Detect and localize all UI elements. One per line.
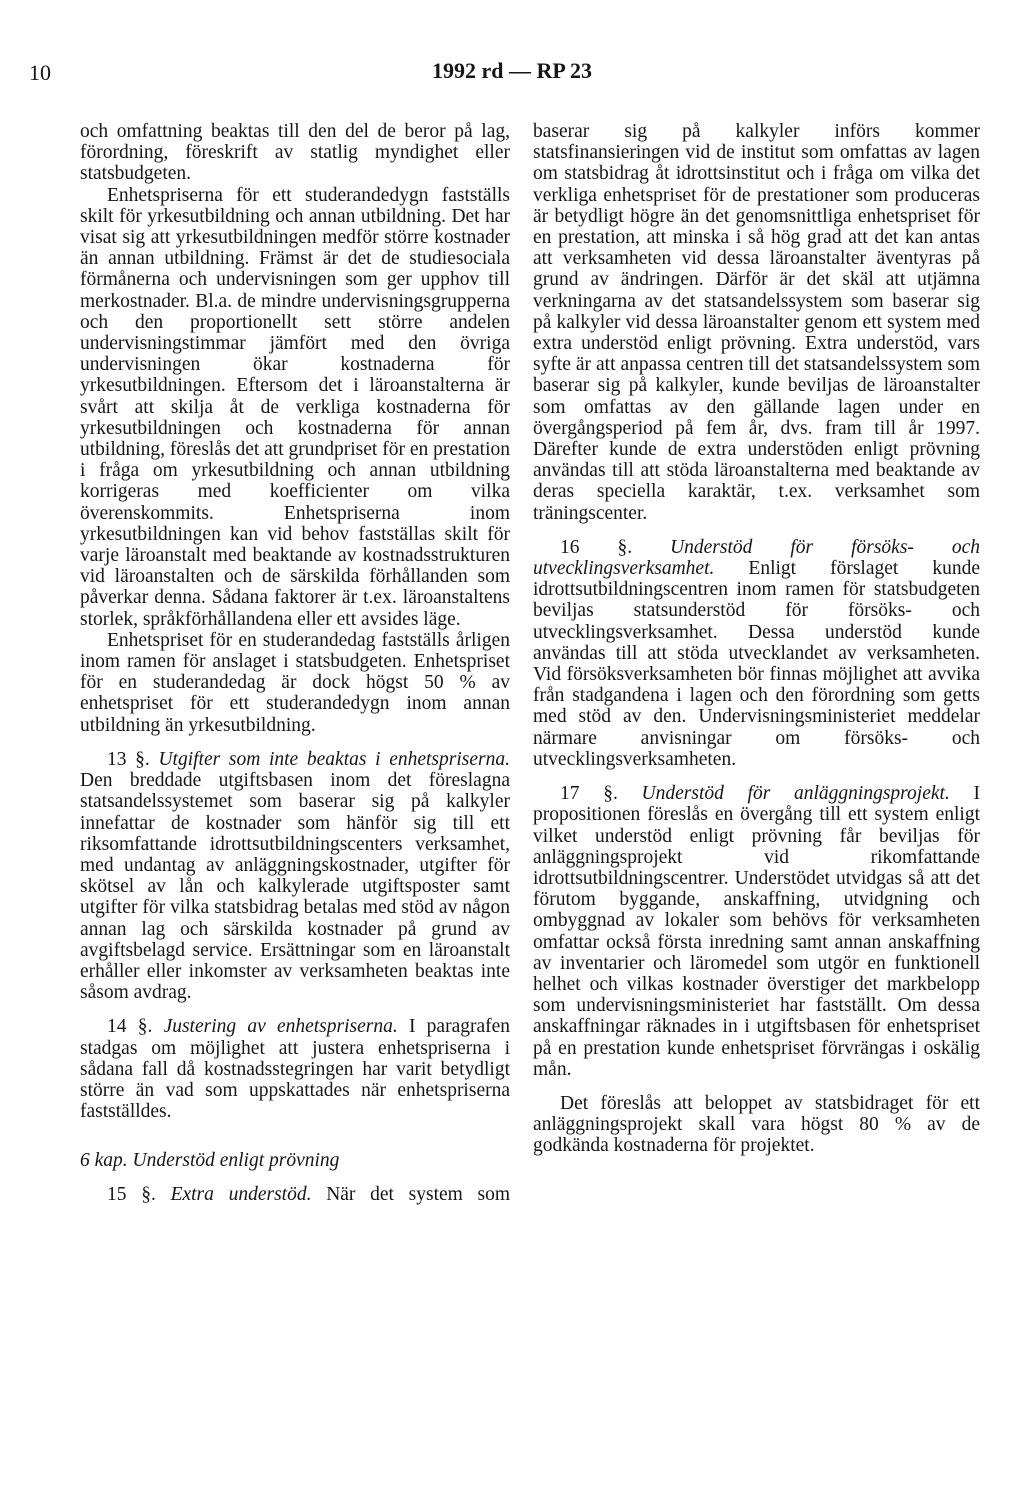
section-number: 15 §.: [107, 1183, 156, 1205]
page-number: 10: [29, 60, 51, 85]
paragraph: och omfattning beaktas till den del de beror på lag, förordning, föreskrift av statlig myndighet eller statsbudgeten.: [80, 121, 510, 185]
section-17: [533, 783, 980, 1080]
section-text: Den breddade utgiftsbasen inom det föreslagna statsandelssystemet som baserar sig på kalkyler innefattar de kostnader som hänför sig till ett riksomfattande idrottsutbildningscenters verksamhet, med undantag av anläggningskostnader, utgifter för skötsel av lån och kalkylerade utgiftsposter samt utgifter för vilka statsbidrag betalas med stöd av någon annan lag och särskilda kostnader på grund av avgiftsbelagd service. Ersättningar som en läroanstalt erhåller eller inkomster av verksamheten beaktas inte såsom avdrag.: [80, 770, 510, 1004]
section-13: [80, 749, 510, 1003]
section-text: Enligt förslaget kunde idrottsutbildningscentren inom ramen för statsbudgeten beviljas statsunderstöd för försöks- och utvecklingsverksamhet. Dessa understöd kunde användas till att stöda utvecklandet av verksamheten. Vid försöksverksamheten bör finnas möjlighet att avvika från stadgandena i lagen och den förordning som getts med stöd av den. Undervisningsministeriet meddelar närmare anvisningar om försöks- och utvecklingsverksamheten.: [533, 558, 981, 770]
section-number: 16 §.: [560, 536, 633, 558]
paragraph: Enhetspriserna för ett studerandedygn fastställs skilt för yrkesutbildning och annan utbildning. Det har visat sig att yrkesutbildningen medför större kostnader än annan utbildning. Främst är det de studiesociala förmånerna och undervisningen som ger upphov till merkostnader. Bl.a. de mindre undervisningsgrupperna och den proportionellt sett större andelen undervisningstimmar jämfört med den övriga undervisningen ökar kostnaderna för yrkesutbildningen. Eftersom det i läroanstalterna är svårt att skilja åt de verkliga kostnaderna för yrkesutbildningen och kostnaderna för annan utbildning, föreslås det att grundpriset för en prestation i fråga om yrkesutbildning och annan utbildning korrigeras med koefficienter om vilka överenskommits. Enhetspriserna inom yrkesutbildningen kan vid behov fastställas skilt för varje läroanstalt med beaktande av kostnadsstrukturen vid läroanstalten och de särskilda förhållanden som påverkar denna. Sådana faktorer är t.ex. läroanstaltens storlek, språkförhållandena eller ett avsides läge.: [80, 184, 510, 630]
paragraph: baserar sig på kalkyler införs kommer statsfinansieringen vid de institut som omfattas av lagen om statsbidrag åt idrottsinstitut och i fråga om vilka det verkliga enhetspriset för de prestationer som produceras är betydligt högre än det genomsnittliga enhetspriset för en prestation, att minska i så hög grad att det kan antas att verksamheten vid dessa läroanstalter äventyras på grund av ändringen. Därför är det skäl att utjämna verkningarna av det statsandelssystem som baserar sig på kalkyler vid dessa läroanstalter genom ett system med extra understöd enligt prövning. Extra understöd, vars syfte är att anpassa centren till det statsandelssystem som baserar sig på kalkyler, kunde beviljas de läroanstalter som omfattas av den gällande lagen under en övergångsperiod på fem år, dvs. fram till år 1997. Därefter kunde de extra understöden enligt prövning användas till att stöda läroanstalterna med beaktande av deras speciella karaktär, t.ex. verksamhet som träningscenter.: [533, 121, 980, 524]
section-number: 14 §.: [107, 1016, 153, 1038]
section-text: I propositionen föreslås en övergång till ett system enligt vilket understöd enligt prövning får beviljas för anläggningsprojekt vid rikomfattande idrottsutbildningscentrer. Understödet utvidgas så att det förutom byggande, anskaffning, utvidgning och ombyggnad av lokaler som behövs för verksamheten omfattar också första inredning samt annan anskaffning av inventarier och läromedel som utgör en funktionell helhet och vilkas kostnader överstiger det markbelopp som undervisningsministeriet har fastställt. Om dessa anskaffningar räknades in i utgiftsbasen för enhetspriset på en prestation kunde enhetspriset förvrängas i oskälig mån.: [533, 783, 981, 1080]
left-column: [80, 121, 510, 1205]
section-text: I paragrafen stadgas om möjlighet att justera enhetspriserna i sådana fall då kostnadsstegringen har varit betydligt större än vad som uppskattades när enhetspriserna fastställdes.: [80, 1016, 511, 1123]
section-title: Utgifter som inte beaktas i enhetspriserna.: [158, 748, 510, 770]
paragraph: Enhetspriset för en studerandedag fastställs årligen inom ramen för anslaget i statsbudgeten. Enhetspriset för en studerandedag är dock högst 50 % av enhetspriset för ett studerandedygn inom annan utbildning än yrkesutbildning.: [80, 629, 510, 736]
section-title: Understöd för försöks- och utvecklingsverksamhet.: [533, 536, 981, 580]
running-head: 1992 rd — RP 23: [431, 58, 593, 83]
right-column: [533, 121, 980, 1157]
section-text: När det system som: [326, 1183, 511, 1205]
section-15: [80, 1184, 510, 1205]
section-16: [533, 537, 980, 770]
section-number: 17 §.: [560, 783, 618, 805]
paragraph: Det föreslås att beloppet av statsbidraget för ett anläggningsprojekt skall vara högst 80 % av de godkända kostnaderna för projektet.: [533, 1092, 980, 1157]
section-14: [80, 1016, 510, 1122]
section-title: Understöd för anläggningsprojekt.: [641, 783, 950, 805]
section-title: Justering av enhetspriserna.: [163, 1016, 398, 1038]
section-number: 13 §.: [107, 748, 150, 770]
section-title: Extra understöd.: [170, 1183, 312, 1205]
chapter-heading: 6 kap. Understöd enligt prövning: [80, 1150, 340, 1172]
